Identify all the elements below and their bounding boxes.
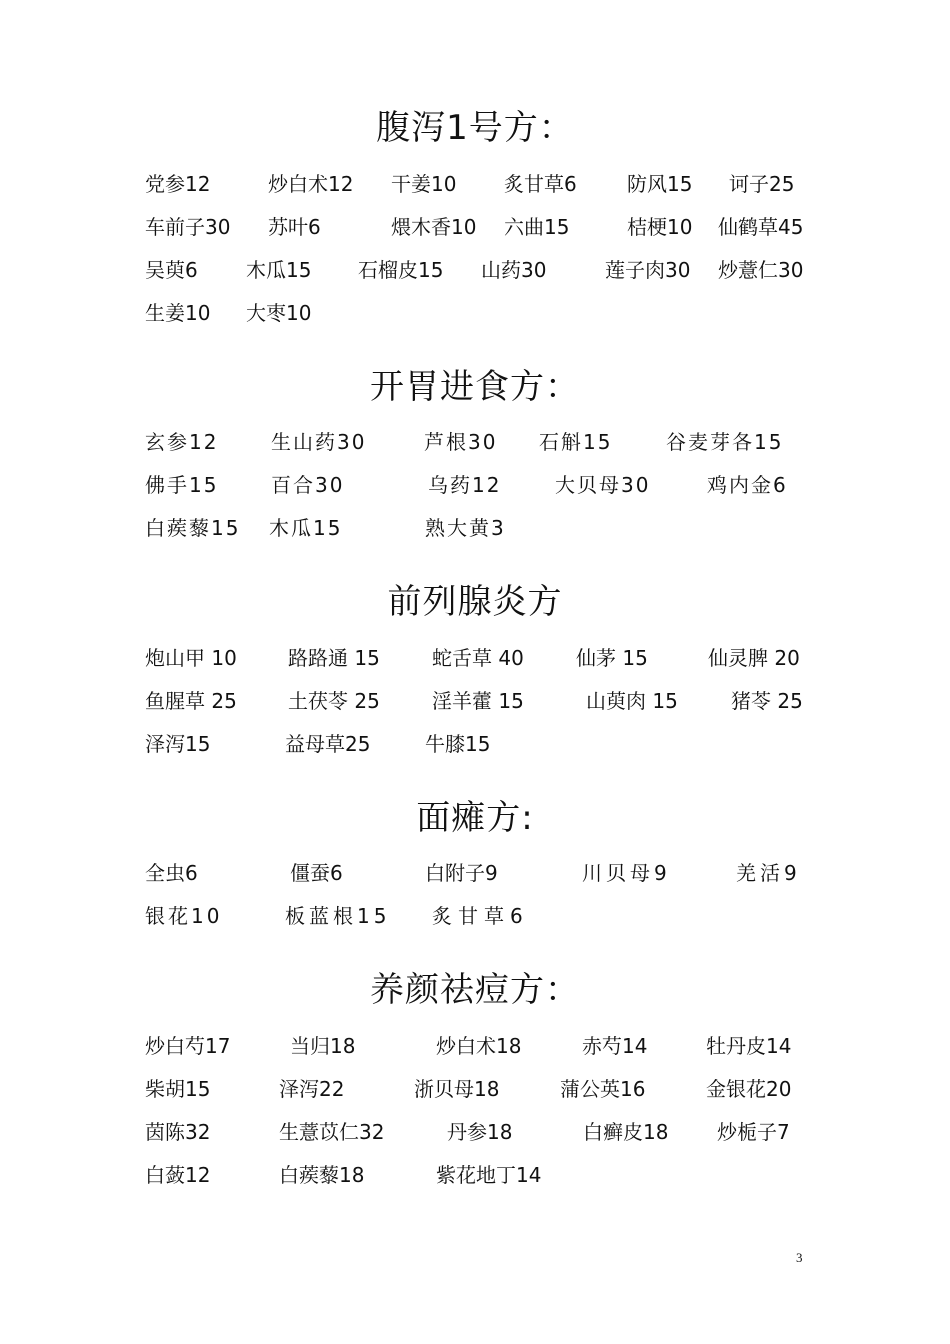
herb-item: 泽泻15 — [145, 732, 211, 756]
herb-item: 炮山甲 10 — [145, 646, 237, 670]
herb-item: 炙甘草6 — [432, 904, 529, 928]
herb-row — [0, 728, 950, 758]
herb-item: 板蓝根15 — [285, 904, 391, 928]
herb-item: 仙鹤草45 — [718, 215, 804, 239]
herb-item: 仙灵脾 20 — [708, 646, 800, 670]
herb-row — [0, 512, 950, 542]
herb-item: 大枣10 — [246, 301, 312, 325]
herb-item: 佛手15 — [145, 473, 219, 497]
herb-item: 银花10 — [145, 904, 223, 928]
herb-item: 吴萸6 — [145, 258, 198, 282]
herb-item: 生山药30 — [271, 430, 367, 454]
herb-item: 山药30 — [481, 258, 547, 282]
herb-item: 白蔹12 — [145, 1163, 211, 1187]
herb-item: 川贝母9 — [582, 861, 671, 885]
herb-item: 干姜10 — [391, 172, 457, 196]
section-title: 前列腺炎方 — [387, 582, 563, 622]
herb-item: 百合30 — [271, 473, 345, 497]
section-title: 面瘫方: — [416, 798, 534, 838]
section-title: 腹泻1号方： — [376, 108, 574, 148]
herb-item: 桔梗10 — [627, 215, 693, 239]
herb-item: 当归18 — [290, 1034, 356, 1058]
herb-row — [0, 1159, 950, 1189]
herb-row — [0, 1073, 950, 1103]
herb-row — [0, 1116, 950, 1146]
herb-item: 鱼腥草 25 — [145, 689, 237, 713]
herb-item: 金银花20 — [706, 1077, 792, 1101]
herb-item: 党参12 — [145, 172, 211, 196]
herb-item: 熟大黄3 — [425, 516, 506, 540]
herb-row — [0, 426, 950, 456]
section-title: 养颜祛痘方： — [370, 970, 580, 1010]
section-title: 开胃进食方： — [370, 367, 580, 407]
herb-item: 苏叶6 — [268, 215, 321, 239]
herb-item: 防风15 — [627, 172, 693, 196]
herb-row — [0, 642, 950, 672]
herb-item: 猪苓 25 — [731, 689, 803, 713]
herb-item: 土茯苓 25 — [288, 689, 380, 713]
herb-item: 车前子30 — [145, 215, 231, 239]
herb-item: 玄参12 — [145, 430, 219, 454]
herb-item: 炒白芍17 — [145, 1034, 231, 1058]
herb-item: 牛膝15 — [425, 732, 491, 756]
page-number: 3 — [796, 1250, 803, 1265]
herb-item: 木瓜15 — [246, 258, 312, 282]
herb-item: 淫羊藿 15 — [432, 689, 524, 713]
herb-item: 芦根30 — [424, 430, 498, 454]
herb-item: 白蒺藜18 — [279, 1163, 365, 1187]
herb-row — [0, 1030, 950, 1060]
herb-item: 白蒺藜15 — [145, 516, 241, 540]
herb-item: 蒲公英16 — [560, 1077, 646, 1101]
herb-row — [0, 254, 950, 284]
herb-item: 乌药12 — [428, 473, 502, 497]
herb-item: 炒白术12 — [268, 172, 354, 196]
herb-row — [0, 685, 950, 715]
herb-item: 石榴皮15 — [358, 258, 444, 282]
herb-item: 炙甘草6 — [504, 172, 577, 196]
herb-item: 牡丹皮14 — [706, 1034, 792, 1058]
herb-item: 丹参18 — [447, 1120, 513, 1144]
herb-item: 紫花地丁14 — [436, 1163, 542, 1187]
herb-item: 鸡内金6 — [707, 473, 788, 497]
herb-item: 莲子肉30 — [605, 258, 691, 282]
herb-item: 谷麦芽各15 — [666, 430, 784, 454]
herb-row — [0, 469, 950, 499]
herb-row — [0, 168, 950, 198]
herb-item: 诃子25 — [729, 172, 795, 196]
herb-item: 炒栀子7 — [717, 1120, 790, 1144]
herb-item: 僵蚕6 — [290, 861, 343, 885]
herb-item: 煨木香10 — [391, 215, 477, 239]
herb-item: 生薏苡仁32 — [279, 1120, 385, 1144]
herb-item: 石斛15 — [539, 430, 613, 454]
herb-item: 全虫6 — [145, 861, 198, 885]
herb-item: 六曲15 — [504, 215, 570, 239]
herb-row — [0, 857, 950, 887]
herb-item: 浙贝母18 — [414, 1077, 500, 1101]
herb-item: 山萸肉 15 — [586, 689, 678, 713]
herb-item: 赤芍14 — [582, 1034, 648, 1058]
herb-item: 茵陈32 — [145, 1120, 211, 1144]
herb-item: 路路通 15 — [288, 646, 380, 670]
herb-item: 羌活9 — [736, 861, 801, 885]
herb-item: 柴胡15 — [145, 1077, 211, 1101]
herb-item: 生姜10 — [145, 301, 211, 325]
herb-item: 仙茅 15 — [576, 646, 648, 670]
herb-item: 炒白术18 — [436, 1034, 522, 1058]
herb-row — [0, 900, 950, 930]
herb-row — [0, 211, 950, 241]
herb-item: 木瓜15 — [269, 516, 343, 540]
herb-item: 益母草25 — [285, 732, 371, 756]
herb-item: 炒薏仁30 — [718, 258, 804, 282]
herb-item: 蛇舌草 40 — [432, 646, 524, 670]
herb-item: 白附子9 — [425, 861, 498, 885]
herb-row — [0, 297, 950, 327]
herb-item: 白癣皮18 — [583, 1120, 669, 1144]
herb-item: 泽泻22 — [279, 1077, 345, 1101]
herb-item: 大贝母30 — [555, 473, 651, 497]
